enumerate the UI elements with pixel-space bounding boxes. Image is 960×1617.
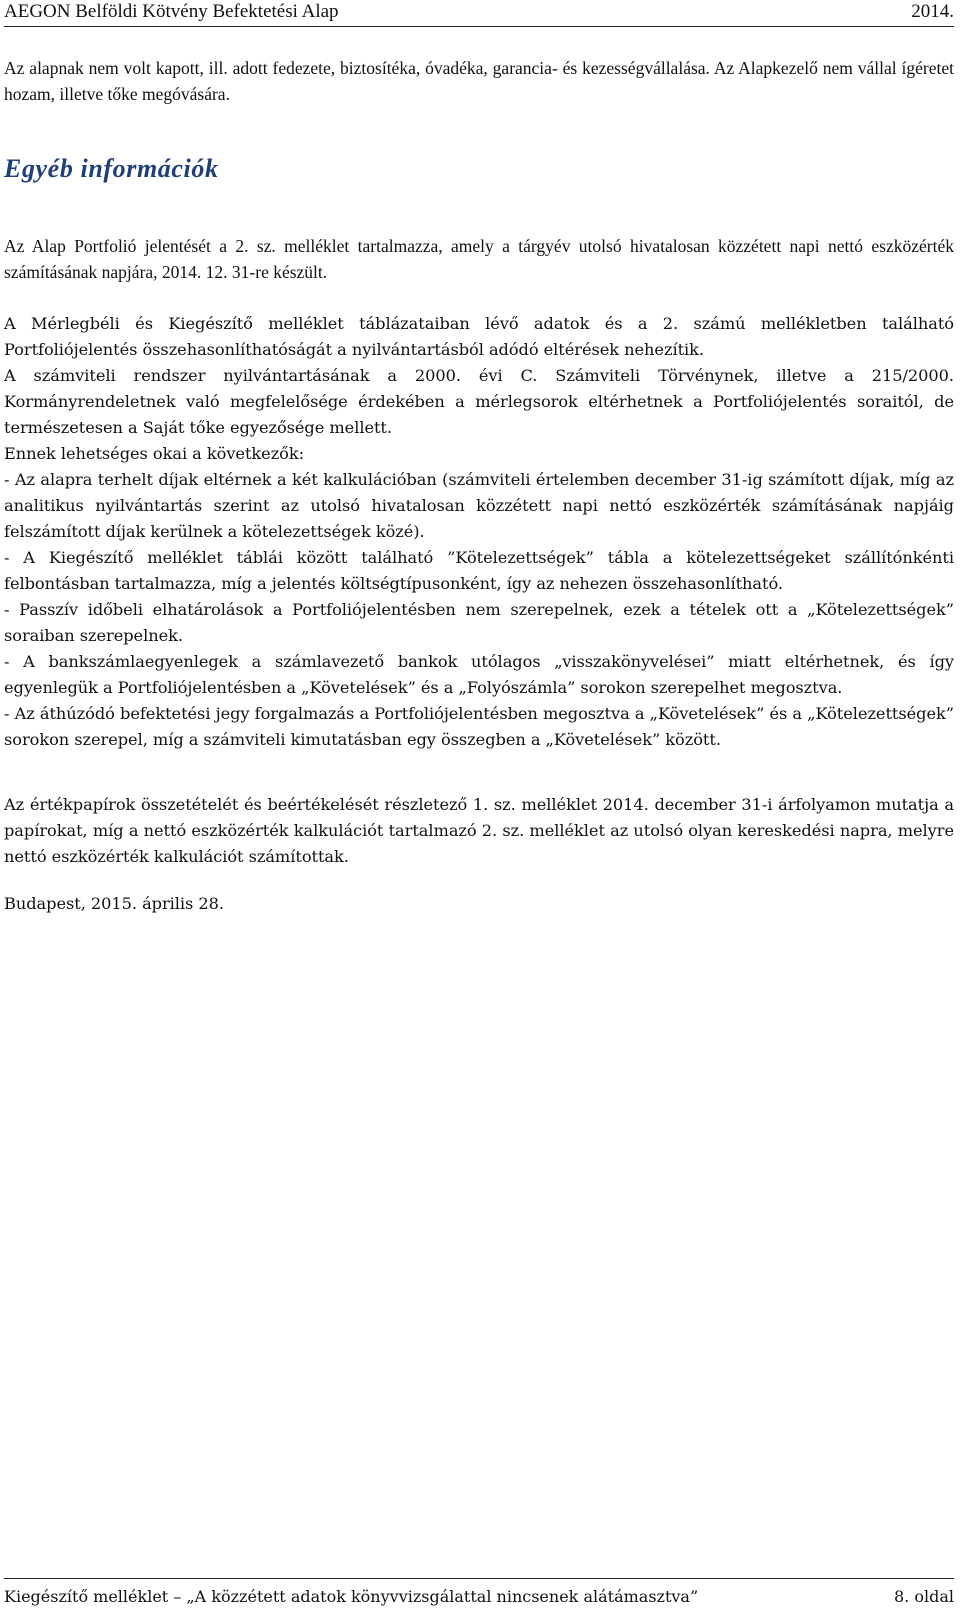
reason-item: - Az alapra terhelt díjak eltérnek a két kalkulációban (számviteli értelemben december 31-ig számított díjak, míg az analitikus nyilvántartás szerint az utolsó hivatalosan közzétett napi nettó eszközérték számításának napjáig felszámított díjak kerülnek a kötelezettségek közé). (4, 470, 954, 541)
place-and-date: Budapest, 2015. április 28. (4, 894, 224, 913)
intro-paragraph: Az alapnak nem volt kapott, ill. adott fedezete, biztosítéka, óvadéka, garancia- és kezességvállalása. Az Alapkezelő nem vállal ígéretet hozam, illetve tőke megóvására. (4, 58, 954, 104)
accounting-system-paragraph: A számviteli rendszer nyilvántartásának a 2000. évi C. Számviteli Törvénynek, illetve a 215/2000. Kormányrendeletnek való megfelelősége érdekében a mérlegsorok eltérhetnek a Portfoliójelentés soraitól, de természetesen a Saját tőke egyezősége mellett. (4, 366, 954, 437)
section-heading: Egyéb információk (4, 154, 219, 183)
portfolio-report-paragraph: Az Alap Portfolió jelentését a 2. sz. melléklet tartalmazza, amely a tárgyév utolsó hivatalosan közzétett napi nettó eszközérték számításának napjára, 2014. 12. 31-re készült. (4, 236, 954, 282)
reason-item: - A bankszámlaegyenlegek a számlavezető bankok utólagos „visszakönyvelései” miatt eltérhetnek, és így egyenlegük a Portfoliójelentésben a „Követelések” és a „Folyószámla” sorokon szerepelhet megosztva. (4, 652, 954, 697)
page-footer (4, 1578, 954, 1609)
differences-block (4, 311, 954, 753)
reason-item: - Passzív időbeli elhatárolások a Portfoliójelentésben nem szerepelnek, ezek a tételek ott a „Kötelezettségek” soraiban szerepelnek. (4, 600, 954, 645)
securities-block (4, 792, 954, 870)
reason-item: - A Kiegészítő melléklet táblái között található ”Kötelezettségek” tábla a kötelezettségeket szállítónkénti felbontásban tartalmazza, míg a jelentés költségtípusonként, így az nehezen összehasonlítható. (4, 548, 954, 593)
reason-item: - Az áthúzódó befektetési jegy forgalmazás a Portfoliójelentésben megosztva a „Követelések” és a „Kötelezettségek” sorokon szerepel, míg a számviteli kimutatásban egy összegben a „Követelések” között. (4, 704, 954, 749)
intro-block (4, 55, 954, 107)
page-number: 8. oldal (894, 1587, 954, 1606)
reasons-intro: Ennek lehetséges okai a következők: (4, 444, 305, 463)
page-header (4, 0, 954, 27)
header-title: AEGON Belföldi Kötvény Befektetési Alap (4, 1, 339, 22)
header-year: 2014. (911, 1, 954, 22)
footer-caption: Kiegészítő melléklet – „A közzétett adatok könyvvizsgálattal nincsenek alátámasztva” (4, 1587, 699, 1606)
portfolio-report-block (4, 233, 954, 285)
securities-paragraph: Az értékpapírok összetételét és beértékelését részletező 1. sz. melléklet 2014. december 31-i árfolyamon mutatja a papírokat, míg a nettó eszközérték kalkulációt tartalmazó 2. sz. melléklet az utolsó olyan kereskedési napra, melyre nettó eszközérték kalkulációt számítottak. (4, 795, 954, 866)
comparability-paragraph: A Mérlegbéli és Kiegészítő melléklet táblázataiban lévő adatok és a 2. számú mellékletben található Portfoliójelentés összehasonlíthatóságát a nyilvántartásból adódó eltérések nehezítik. (4, 314, 954, 359)
closing-block (4, 891, 954, 917)
